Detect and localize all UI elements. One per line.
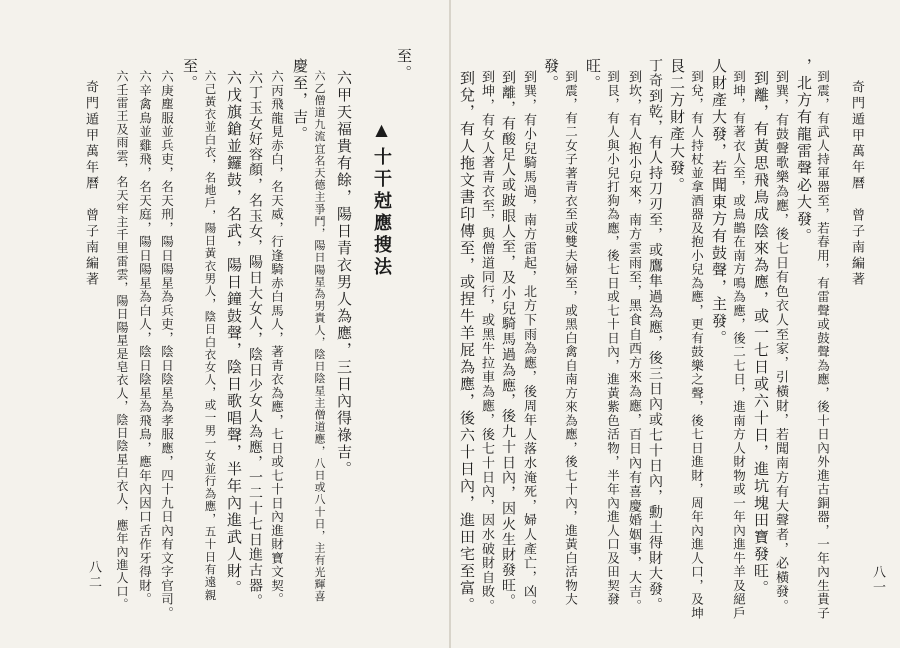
running-head-right: 奇門遁甲萬年曆 曾子南編著 <box>849 80 864 288</box>
text-line: 六丙飛龍見赤白，名天威，行逢騎赤白馬人，著青衣為應，七日或七十日內進財寶文契。 <box>269 70 285 607</box>
text-line: 六戊旗鎗並鑼鼓，名武，陽日鐘鼓聲，陰日歌唱聲，半年內進武人財。 <box>225 70 243 597</box>
page-number-left: 八二 <box>86 560 101 590</box>
text-line: 到兌，有人拖文書印傳至，或捏牛羊屁為應，後六十日內，進田宅至富。 <box>458 70 476 614</box>
text-line: 六壬雷王及雨雲，名天牢主千里雷雲，陽日陽星是皂衣人，陰日陰星白衣人，應年內進人口。 <box>115 70 129 612</box>
text-line: 到離，有黃思飛鳥成陰來為應，或一七日或六十日，進坑塊田寶發旺。 <box>752 70 770 597</box>
text-line: 到坤，有女人著青衣至，與僧道同行，或黑牛拉車為應，後七十日內，因水破財自敗。 <box>479 70 494 614</box>
text-line: 到艮，有人與小兒打狗為應，後七日或七十日內，進黃紫色活物，半年內進人口及田契發 <box>605 70 621 607</box>
text-line: 六乙僧道九流宜名天德主爭鬥，陽日陽星為男貴人，陰日陰星主僧道應，八日或八十日，主有光輝喜 <box>313 70 326 603</box>
text-line: 艮二方財產大發。 <box>668 58 686 194</box>
text-line: 到離，有酸足人或跛眼人至，及小兒騎馬過為應，後九十日內，因火生財發旺。 <box>500 70 516 609</box>
triangle-marker-icon: ▲ <box>372 120 391 143</box>
text-line: 六辛禽鳥並雞飛，名天庭，陽日陽星為白人，陰日陰星為飛鳥，應年內因口舌作牙得財。 <box>137 70 153 607</box>
section-title-text: 十干尅應搜法 <box>371 147 392 279</box>
text-line: 六甲天福貴有餘，陽日青衣男人為應，三日內得祿吉。 <box>335 70 353 478</box>
text-line: 至。 <box>181 58 199 92</box>
text-line: 六丁玉女好容顏，名玉女，陽日大女人，陰日少女人為應，一二十七日進古器。 <box>247 70 263 609</box>
text-line: 到坤，有著衣人至，或鳥鵲在南方鳴為應，後二七日，進南方人財物或一年內進牛羊及絕戶 <box>731 70 747 620</box>
text-line: 至。 <box>395 48 413 82</box>
text-line: 六庚塵服並兵吏，名天刑，陽日陽星為兵吏，陰日陰星為孝服應，四十九日內有文字官司。 <box>159 70 175 620</box>
text-line: 到兌，有人持杖並拿酒器及抱小兒為應，更有鼓樂之聲，後七日進財，周年內進人口，及坤 <box>689 70 705 620</box>
text-line: 丁奇到乾，有人持刀刃至，或鷹隼過為應，後三日內或七十日內，勳土得財大發。 <box>647 58 663 613</box>
running-head-left: 奇門遁甲萬年曆 曾子南編著 <box>83 80 98 288</box>
text-line: 到震，有二女子著青衣至或雙夫婦至，或黑白禽自南方來為應，後七十內，進黃白活物大 <box>563 70 579 607</box>
text-line: 慶至，吉。 <box>291 58 309 143</box>
text-line: 到震，有武人持軍器至，若春用，有雷聲或鼓聲為應，後十日內外進古銅器，一年內生貴子 <box>815 70 831 620</box>
text-line: 六己黃衣並白衣，名地戶，陽日黃衣男人，陰日白衣女人，或一男一女並行為應，五十日有遠親 <box>203 70 218 602</box>
text-line: 旺。 <box>584 58 602 92</box>
text-line: 到巽，有小兒騎馬過，南方雷起，北方下雨為應，後周年人落水淹死，婦人產亡，凶。 <box>521 70 536 614</box>
text-line: ，北方有龍雷聲必大發。 <box>795 58 813 245</box>
page-number-right: 八一 <box>870 565 885 595</box>
text-line: 人財產大發，若聞東方有鼓聲，主發。 <box>710 58 728 347</box>
right-page <box>450 0 900 648</box>
text-line: 到坎，有人抱小兒來，南方雲雨至，黑食自西方來為應，百日內有喜慶婚姻事，大吉。 <box>626 70 641 614</box>
text-line: 到巽，有鼓聲歌樂為應，後七日有色衣人至家，引橫財，若聞南方有大聲者，必橫發。 <box>773 70 788 614</box>
text-line: 發。 <box>542 58 560 92</box>
section-title <box>368 120 394 279</box>
